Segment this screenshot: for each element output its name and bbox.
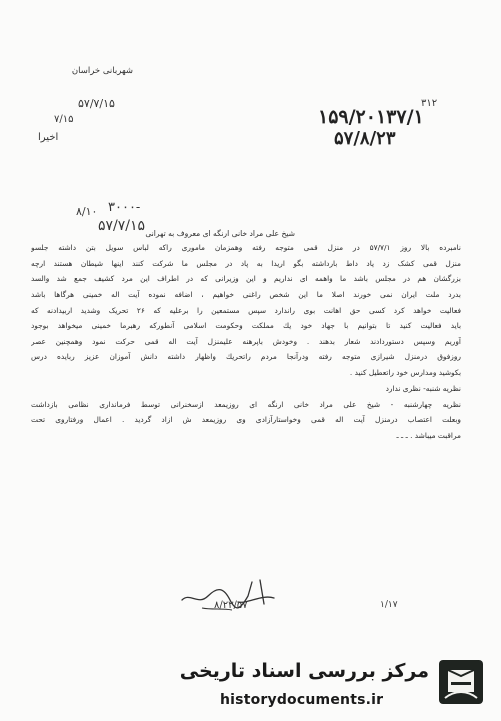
signature-note: ۱/۱۷	[380, 600, 398, 610]
footer-watermark	[0, 650, 501, 721]
body-line-8: روزفوق درمنزل شیرازی متوجه رفته ودرآنجا مردم راتحریك واظهار داشته دانش آموزان عزیز ربایده درس	[31, 352, 461, 361]
body-line-1: نامبرده بالا روز ۵۷/۷/۱ در منزل قمی متوجه رفته وهمزمان ماموری راکه لباس سویل بتن داشته جلسو	[31, 243, 461, 252]
body-line-3: بزرگشان هم در مجلس باشد ما واهمه ای نداریم و این وزیرانی که در اطراف این مرد کشیف جمع شد والسد	[31, 274, 461, 283]
opinion-line-2: وبعلت اعتصاب درمنزل آیت اله قمی وخواستارآزادی وی روزیمعد ش ازاد گردید . اعمال ورفتاروی تحت	[31, 415, 461, 424]
date-left-1: ۵۷/۷/۱۵	[78, 97, 115, 110]
opinion-line-3: مراقبت میباشد . ـ ـ ـ	[396, 431, 461, 440]
body-line-5: فعالیت خواهد کرد کسی حق اهانت بوی راندارد سپس مستمعین را برعلیه که ۲۶ تحریک وشدید اربیدادنه که	[31, 306, 461, 315]
body-line-9: بکوشید ومدارس خود راتعطیل کنید .	[349, 368, 461, 377]
date-left-2: ۷/۱۵	[54, 114, 74, 125]
body-line-4: بدرد ملت ایران نمی خورند اصلا ما این شخص راغنی خواهیم ، اضافه نموده آیت اله خمینی هرگاها باشد	[31, 290, 461, 299]
archive-logo-icon	[439, 660, 483, 704]
body-line-7: آوریم وسپس دستوردادند شعار بدهند . وخودش باپرهنه علیمنزل آیت اله قمی حرکت نمود وهمچنین عصر	[31, 337, 461, 346]
file-number-secondary: ۵۷/۸/۲۳	[334, 128, 396, 149]
document-number-top: ۳۱۲	[421, 98, 438, 109]
body-line-2: منزل قمی کشک زد یاد داط بارداشته بگو اریدا به پاد در مجلس ما شرکت کنند اینها شیطان هستند ارچه	[31, 259, 461, 268]
file-number: ۱۵۹/۲۰۱۳۷/۱	[318, 106, 424, 128]
body-line-6: باید فعالیت کنید تا بتوانیم با جهاد خود یك مملکت وحکومت اسلامی آنطورکه رهبرما خمینی میخواهد بوجود	[31, 321, 461, 330]
footer-url: historydocuments.ir	[220, 692, 384, 708]
stamp-word: اخیرا	[38, 132, 59, 143]
hand-note-1: ۳۰۰۰-	[108, 200, 141, 215]
org-name: شهربانی خراسان	[71, 66, 133, 76]
opinion-heading: نظریه شنبه- نظری ندارد	[385, 384, 461, 393]
hand-note-3: ۵۷/۷/۱۵	[98, 218, 146, 234]
signature-date: ۸/۲۳/۵۷	[214, 600, 248, 611]
hand-note-2: ۸/۱۰	[76, 205, 98, 218]
footer-title: مرکز بررسی اسناد تاریخی	[179, 660, 429, 682]
subject-line: شیخ علی مراد خانی ارنگه ای معروف به تهرانی	[145, 229, 295, 238]
opinion-line-1: نظریه چهارشنبه - شیخ علی مراد خانی ارنگه ای روزیمعد ازسخنرانی توسط فرمانداری نظامی بازداشت	[31, 400, 461, 409]
